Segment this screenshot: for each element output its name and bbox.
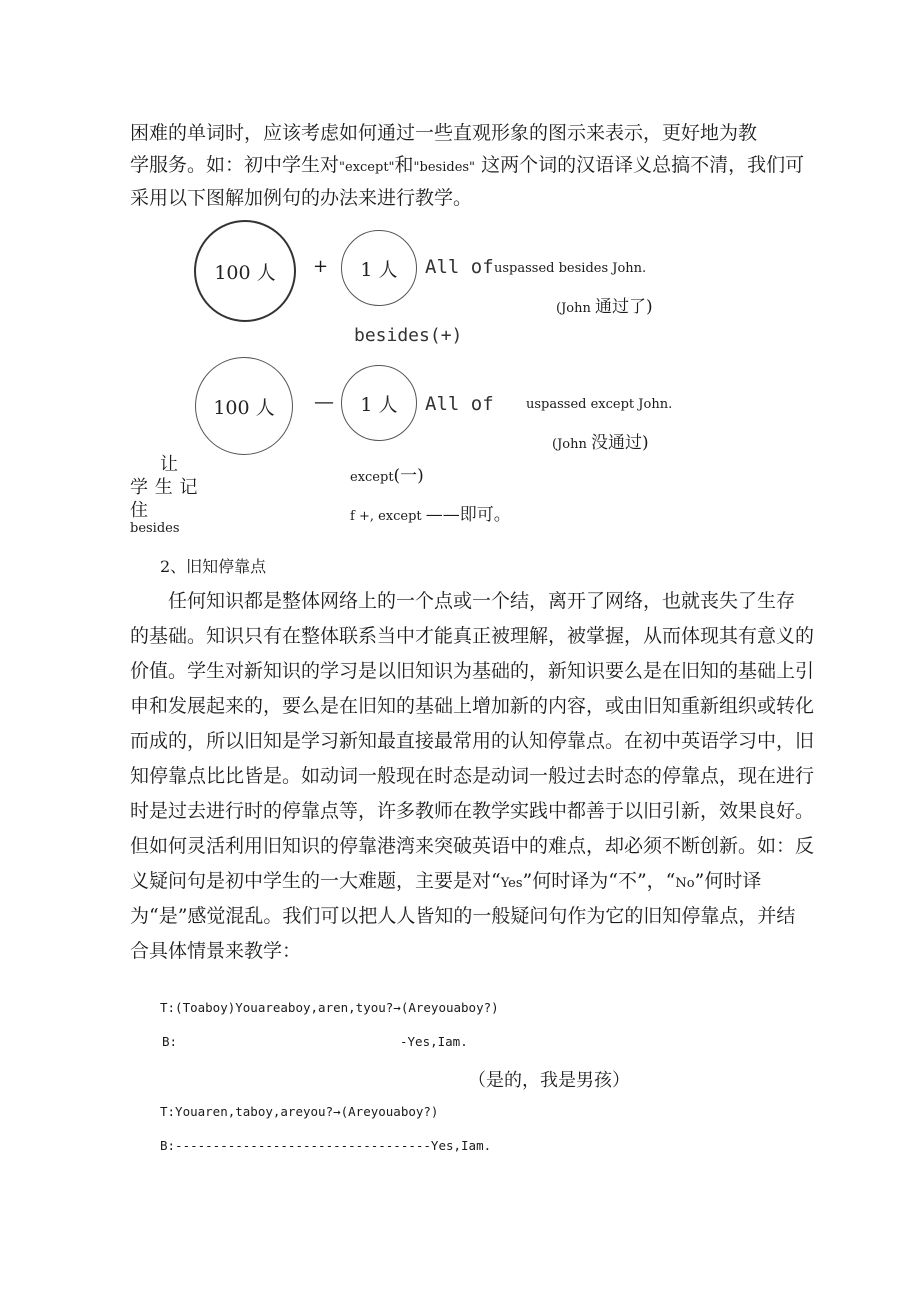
paragraph-line-4: 申和发展起来的，要么是在旧知的基础上增加新的内容，或由旧知重新组织或转化: [130, 695, 815, 717]
note-en: (John: [556, 301, 595, 316]
dialogue-boy-1-answer: -Yes,Iam.: [400, 1034, 468, 1049]
sentence-except: uspassed except John.: [526, 397, 673, 412]
circle-label: 100 人: [214, 261, 276, 284]
besides-plus-label: besides(+): [354, 325, 463, 346]
all-of-row2: All of: [425, 393, 494, 415]
circle-label: 100 人: [213, 396, 275, 419]
tail-line: [350, 500, 511, 525]
side-note-line-3: 住: [130, 500, 149, 521]
tail-zh: ——即可。: [425, 505, 511, 525]
paragraph-line-1: 任何知识都是整体网络上的一个点或一个结，离开了网络，也就丧失了生存: [168, 590, 796, 612]
note-zh: 通过了): [595, 297, 653, 317]
circle-1-person-row2: [341, 365, 417, 441]
word-except: "except": [339, 160, 395, 175]
line9-b: ”何时译为“不”，“: [522, 870, 676, 892]
side-note-line-1: 让: [160, 454, 179, 475]
intro-line-2-a: 学服务。如：初中学生对: [130, 154, 340, 176]
word-besides: "besides": [413, 160, 476, 175]
paragraph-line-2: 的基础。知识只有在整体联系当中才能真正被理解，被掌握，从而体现其有意义的: [130, 625, 815, 647]
sentence-besides: uspassed besides John.: [494, 261, 647, 276]
word-no: No: [675, 876, 695, 891]
except-sign: (一): [393, 466, 424, 486]
note-not-passed: [552, 428, 649, 453]
intro-line-2: [130, 150, 804, 177]
dialogue-boy-2: B:----------------------------------Yes,Iam.: [160, 1138, 492, 1153]
dialogue-teacher-1: T:(Toaboy)Youareaboy,aren,tyou?→(Areyouaboy?): [160, 1000, 499, 1015]
line9-a: 义疑问句是初中学生的一大难题，主要是对“: [130, 870, 501, 892]
paragraph-line-5: 而成的，所以旧知是学习新知最直接最常用的认知停靠点。在初中英语学习中，旧: [130, 730, 815, 752]
side-note-line-4: besides: [130, 521, 180, 536]
dialogue-translation-1: （是的，我是男孩）: [468, 1070, 630, 1091]
line9-c: ”何时译: [694, 870, 762, 892]
except-minus-label: [350, 461, 424, 486]
tail-en: f +, except: [350, 509, 426, 524]
except-word: except: [350, 470, 394, 485]
dialogue-boy-1-label: B:: [162, 1034, 178, 1049]
note-en: (John: [552, 437, 591, 452]
word-yes: Yes: [500, 876, 523, 891]
circle-label: 1 人: [360, 393, 398, 416]
intro-line-3: 采用以下图解加例句的办法来进行教学。: [130, 187, 473, 209]
plus-operator: +: [313, 256, 329, 277]
intro-line-2-b: 这两个词的汉语译义总搞不清，我们可: [475, 154, 805, 176]
all-of-row1: All of: [425, 256, 494, 278]
side-note-line-2: 学 生 记: [130, 477, 198, 498]
note-passed: [556, 292, 653, 317]
circle-1-person-row1: [341, 230, 417, 306]
paragraph-line-3: 价值。学生对新知识的学习是以旧知识为基础的，新知识要么是在旧知的基础上引: [130, 660, 815, 682]
minus-operator: —: [314, 389, 334, 413]
intro-line-1: 困难的单词时，应该考虑如何通过一些直观形象的图示来表示，更好地为教: [130, 122, 758, 144]
paragraph-line-6: 知停靠点比比皆是。如动词一般现在时态是动词一般过去时态的停靠点，现在进行: [130, 765, 815, 787]
circle-label: 1 人: [360, 258, 398, 281]
note-zh: 没通过): [591, 433, 649, 453]
paragraph-line-8: 但如何灵活利用旧知识的停靠港湾来突破英语中的难点，却必须不断创新。如：反: [130, 835, 815, 857]
intro-line-2-and: 和: [394, 154, 414, 176]
paragraph-line-10: 为“是”感觉混乱。我们可以把人人皆知的一般疑问句作为它的旧知停靠点，并结: [130, 905, 796, 927]
dialogue-teacher-2: T:Youaren,taboy,areyou?→(Areyouaboy?): [160, 1104, 439, 1119]
circle-100-people-row1: [194, 220, 296, 322]
paragraph-line-7: 时是过去进行时的停靠点等，许多教师在教学实践中都善于以旧引新，效果良好。: [130, 800, 815, 822]
paragraph-line-11: 合具体情景来教学：: [130, 940, 302, 962]
paragraph-line-9: [130, 866, 761, 893]
section-heading: 2、旧知停靠点: [160, 557, 267, 576]
circle-100-people-row2: [195, 357, 293, 455]
